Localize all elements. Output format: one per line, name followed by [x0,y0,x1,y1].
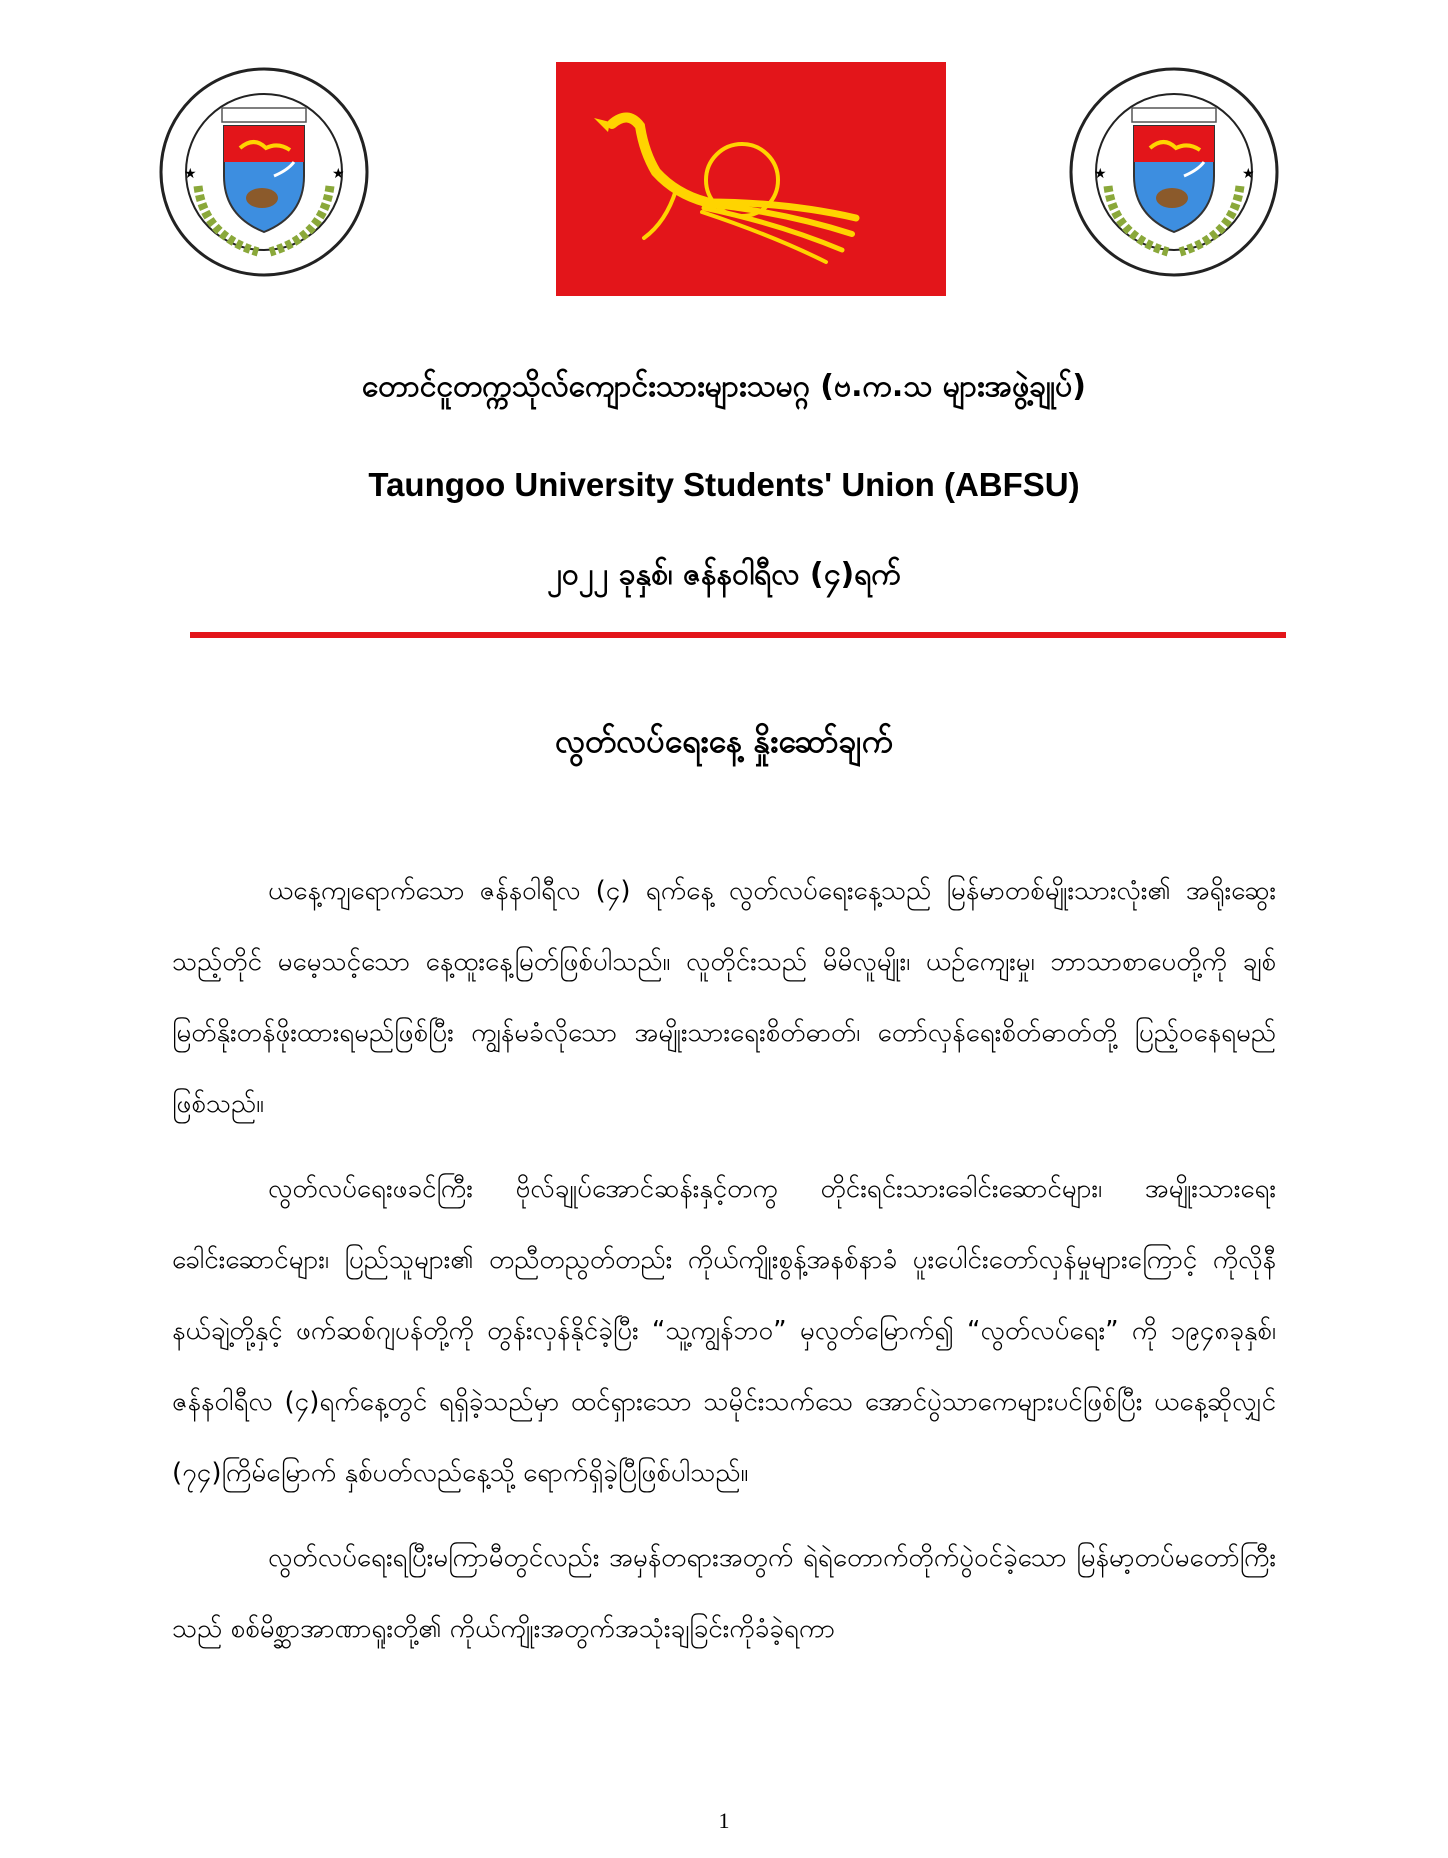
document-date: ၂၀၂၂ ခုနှစ်၊ ဇန်နဝါရီလ (၄)ရက် [547,557,901,592]
document-title: လွတ်လပ်ရေးနေ့ နှိုးဆော်ချက် [555,722,893,760]
paragraph-2: လွတ်လပ်ရေးဖခင်ကြီး ဗိုလ်ချုပ်အောင်ဆန်းနှင့်တကွ တိုင်းရင်းသားခေါင်းဆောင်များ၊ အမျိုးသားရေးခေါင်းဆောင်များ၊ ပြည်သူများ၏ တညီတညွတ်တည်း ကိုယ်ကျိုးစွန့်အနစ်နာခံ ပူးပေါင်းတော်လှန်မှုများကြောင့် ကိုလိုနီနယ်ချဲ့တို့နှင့် ဖက်ဆစ်ဂျပန်တို့ကို တွန်းလှန်နိုင်ခဲ့ပြီး “သူ့ကျွန်ဘဝ” မှလွတ်မြောက်၍ “လွတ်လပ်ရေး” ကို ၁၉၄၈ခုနှစ်၊ ဇန်နဝါရီလ (၄)ရက်နေ့တွင် ရရှိခဲ့သည်မှာ ထင်ရှားသော သမိုင်းသက်သေ အောင်ပွဲသာကေများပင်ဖြစ်ပြီး ယနေ့ဆိုလျှင် (၇၄)ကြိမ်မြောက် နှစ်ပတ်လည်နေ့သို့ ရောက်ရှိခဲ့ပြီဖြစ်ပါသည်။ [172,1174,1276,1488]
fighting-peacock-flag [556,62,946,296]
seal-emblem-right [1068,66,1280,278]
union-seal-right [1068,66,1280,278]
union-seal-left [158,66,370,278]
svg-text:★: ★ [184,166,197,182]
svg-text:★: ★ [332,166,345,182]
org-name-myanmar: တောင်ငူတက္ကသိုလ်ကျောင်းသားများသမဂ္ဂ (ဗ.က.သ များအဖွဲ့ချုပ်) [361,369,1086,404]
paragraph-1: ယနေ့ကျရောက်သော ဇန်နဝါရီလ (၄) ရက်နေ့ လွတ်လပ်ရေးနေ့သည် မြန်မာတစ်မျိုးသားလုံး၏ အရိုးဆွေးသည့်တိုင် မမေ့သင့်သော နေ့ထူးနေ့မြတ်ဖြစ်ပါသည်။ လူတိုင်းသည် မိမိလူမျိုး၊ ယဉ်ကျေးမှု၊ ဘာသာစာပေတို့ကို ချစ်မြတ်နိုးတန်ဖိုးထားရမည်ဖြစ်ပြီး ကျွန်မခံလိုသော အမျိုးသားရေးစိတ်ဓာတ်၊ တော်လှန်ရေးစိတ်ဓာတ်တို့ ပြည့်ဝနေရမည်ဖြစ်သည်။ [172,876,1276,1119]
page-number: 1 [718,1808,730,1833]
red-divider [190,632,1286,638]
svg-text:★: ★ [1094,166,1107,182]
org-name-english: Taungoo University Students' Union (ABFSU) [368,466,1080,503]
seal-emblem-left [158,66,370,278]
svg-text:★: ★ [1242,166,1255,182]
peacock-flag-graphic [556,62,946,296]
paragraph-3: လွတ်လပ်ရေးရပြီးမကြာမီတွင်လည်း အမှန်တရားအတွက် ရဲရဲတောက်တိုက်ပွဲဝင်ခဲ့သော မြန်မာ့တပ်မတော်ကြီးသည် စစ်မိစ္ဆာအာဏာရူးတို့၏ ကိုယ်ကျိုးအတွက်အသုံးချခြင်းကိုခံခဲ့ရကာ [172,1543,1276,1644]
document-body [172,856,1276,1679]
